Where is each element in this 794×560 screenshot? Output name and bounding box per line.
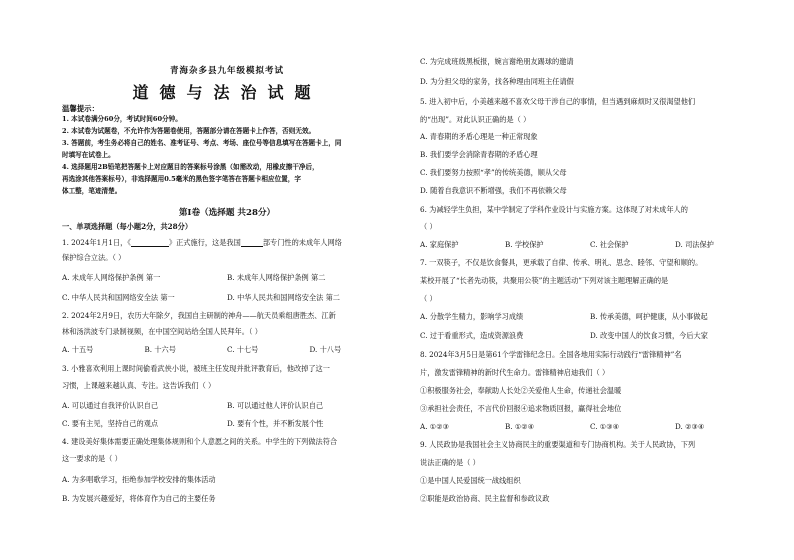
question-4-stem: 4. 建设美好集体需要正确处理集体规则和个人意愿之间的关系。中学生的下列做法符合	[62, 437, 338, 446]
option-a: A. ①②③	[420, 422, 450, 431]
option-a: A. 为多唱歌学习，拒绝参加学校安排的集体活动	[62, 475, 216, 484]
tips-heading: 温馨提示：	[62, 104, 99, 113]
question-8-statement: ①积极服务社会，奉献助人长处②关爱他人生命，传递社会温暖	[420, 386, 622, 395]
option-d: D. 随着自我意识不断增强，我们不再依赖父母	[420, 186, 567, 195]
question-7-options	[420, 331, 760, 340]
question-7-options	[420, 312, 760, 321]
question-9-statement: ②职能是政治协商、民主监督和参政议政	[420, 494, 550, 503]
notice-line: 2. 本试卷为试题卷，不允许作为答题卷使用，答题部分请在答题卡上作答，否则无效。	[62, 127, 316, 135]
option-b: B. 十六号	[144, 345, 176, 354]
option-b: B. 为发展兴趣爱好，将体育作为自己的主要任务	[62, 494, 216, 503]
answer-blank	[241, 240, 263, 247]
option-b: B. ①②④	[505, 422, 535, 431]
question-8-statement: ③承担社会责任，不言代价回报④追求物质回报，赢得社会地位	[420, 404, 622, 413]
option-d: D. 为分担父母的家务，找各种理由同班主任请假	[420, 77, 574, 86]
option-c: C. 社会保护	[590, 240, 629, 249]
answer-blank	[131, 240, 169, 247]
question-5-stem-cont: 的“出现”。对此认识正确的是（ ）	[420, 115, 531, 124]
question-1-stem: 1. 2024年1月1日，《 》正式施行，这是我国 部专门性的未成年人网络	[62, 238, 342, 247]
question-5-stem: 5. 进入初中后，小美越来越不喜欢父母干涉自己的事情，但当遇到麻烦时又很渴望他们	[420, 97, 696, 106]
option-b: B. 学校保护	[505, 240, 544, 249]
option-b: B. 未成年人网络保护条例 第二	[227, 273, 326, 282]
question-9-stem-cont: 说法正确的是（ ）	[420, 458, 480, 467]
question-8-stem-cont: 片，激发雷锋精神的新时代生命力。雷锋精神启迪我们（ ）	[420, 368, 610, 377]
option-b: B. 可以通过他人评价认识自己	[227, 401, 324, 410]
option-a: A. 未成年人网络保护条例 第一	[62, 273, 161, 282]
option-a: A. 分散学生精力，影响学习成绩	[420, 312, 524, 321]
notice-line: 时填写在试卷上。	[62, 151, 115, 159]
option-c: C. 要有主见，坚持自己的观点	[62, 419, 159, 428]
question-6-options	[420, 240, 760, 249]
option-c: C. 我们要努力按照“孝”的传统美德，顺从父母	[420, 168, 567, 177]
question-7-stem-cont: 某校开展了“长者先动筷，共聚用公筷”的主题活动”下列对该主题理解正确的是	[420, 276, 669, 285]
option-a: A. 可以通过自我评价认识自己	[62, 401, 159, 410]
option-b: B. 我们要学会消除青春期的矛盾心理	[420, 150, 538, 159]
option-d: D. 改变中国人的饮食习惯，今后大家	[590, 331, 708, 340]
option-d: D. 中华人民共和国网络安全法 第二	[227, 293, 340, 302]
section-heading: 一、单项选择题（每小题2分，共28分）	[62, 222, 193, 231]
question-4-stem-cont: 这一要求的是（ ）	[62, 454, 122, 463]
notice-line: 再选涂其他答案标号），非选择题用0.5毫米的黑色签字笔答在答题卡相应位置，字	[62, 175, 301, 183]
question-7-stem: 7. 一双筷子，不仅是饮食餐具，更承载了自律、传承、明礼、思念、睦邻、守望和顺的。	[420, 258, 703, 267]
option-c: C. 十七号	[227, 345, 259, 354]
option-c: C. 过于看重形式，造成资源浪费	[420, 331, 524, 340]
question-1-stem-cont: 保护综合立法。（ ）	[62, 253, 126, 262]
subject-title: 道德与法治试题	[132, 83, 322, 102]
option-c: C. 为完成班级黑板报，婉言谢绝朋友踢球的邀请	[420, 57, 574, 66]
part-one-title: 第Ⅰ卷（选择题 共28分）	[178, 208, 276, 218]
question-2-stem-cont: 林和汤洪波专门录制视频，在中国空间站给全国人民拜年。（ ）	[62, 327, 262, 336]
option-a: A. 家庭保护	[420, 240, 459, 249]
option-c: C. 中华人民共和国网络安全法 第一	[62, 293, 175, 302]
notice-line: 4. 选择题用2B铅笔把答题卡上对应题目的答案标号涂黑（如需改动，用橡皮擦干净后，	[62, 163, 319, 171]
exam-name: 青海杂多县九年级模拟考试	[169, 66, 284, 76]
option-d: D. 要有个性，并不断发展个性	[227, 419, 324, 428]
notice-line: 3. 答题前，考生务必将自己的姓名、准考证号、考点、考场、座位号等信息填写在答题卡上，同	[62, 139, 342, 147]
question-8-options	[420, 422, 760, 431]
option-c: C. ①③④	[590, 422, 620, 431]
notice-line: 1. 本试卷满分60分，考试时间60分钟。	[62, 115, 182, 123]
question-3-options	[62, 401, 392, 410]
question-3-stem: 3. 小雅喜欢利用上课时间偷看武侠小说，被班主任发现并批评教育后，他改掉了这一	[62, 364, 330, 373]
question-9-statement: ①是中国人民爱国统一战线组织	[420, 476, 521, 485]
option-b: B. 传承美德，呵护健康，从小事做起	[590, 312, 708, 321]
question-9-stem: 9. 人民政协是我国社会主义协商民主的重要渠道和专门协商机构。关于人民政协，下列	[420, 440, 696, 449]
option-a: A. 青春期的矛盾心理是一种正常现象	[420, 132, 538, 141]
question-6-stem: 6. 为减轻学生负担，某中学制定了学科作业设计与实施方案。这体现了对未成年人的	[420, 205, 688, 214]
question-3-options	[62, 419, 392, 428]
question-6-stem-cont: （ ）	[420, 222, 437, 231]
notice-line: 体工整，笔迹清楚。	[62, 187, 122, 195]
question-7-stem-cont: （ ）	[420, 294, 437, 303]
question-2-options	[62, 345, 392, 354]
question-2-stem: 2. 2024年2月9日，农历大年除夕，我国自主研制的神舟——航天员乘组唐胜杰、江新	[62, 311, 336, 320]
question-1-options	[62, 273, 392, 282]
option-d: D. 司法保护	[675, 240, 714, 249]
option-d: D. 十八号	[309, 345, 342, 354]
question-1-options	[62, 293, 392, 302]
option-d: D. ②③④	[675, 422, 705, 431]
option-a: A. 十五号	[62, 345, 94, 354]
question-3-stem-cont: 习惯，上课越来越认真、专注。这告诉我们（ ）	[62, 381, 216, 390]
question-8-stem: 8. 2024年3月5日是第61个学雷锋纪念日。全国各地用实际行动践行“雷锋精神”名	[420, 350, 682, 359]
